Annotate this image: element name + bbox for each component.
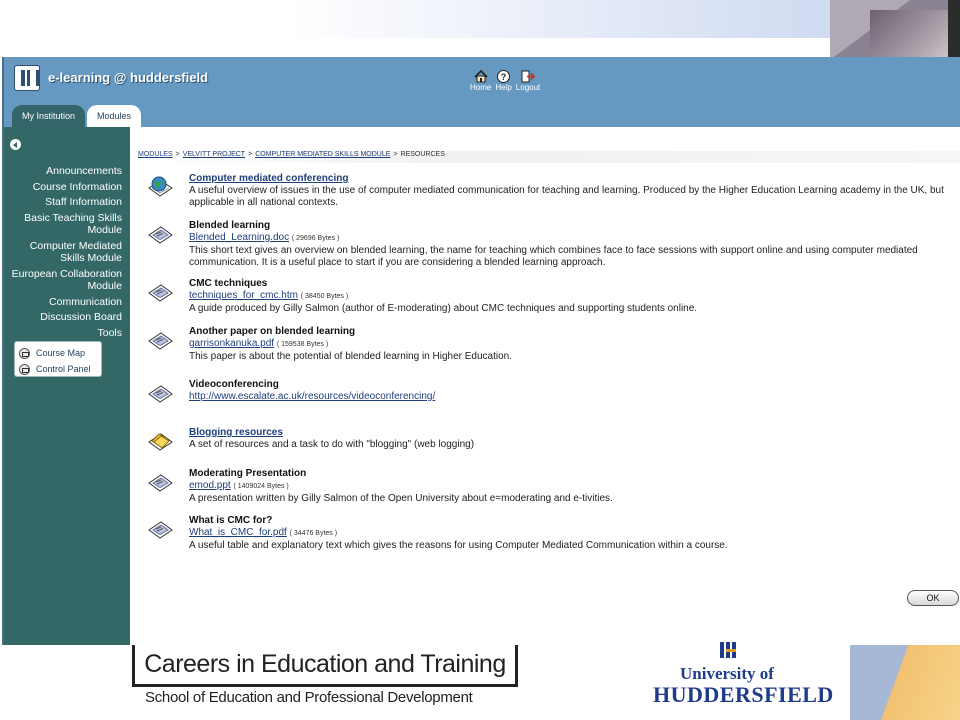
resource-url-link[interactable]: http://www.escalate.ac.uk/resources/videoconferencing/ (189, 391, 436, 402)
folder-icon (146, 429, 174, 453)
tools-box (14, 341, 102, 377)
university-logo (650, 640, 834, 710)
resource-title: Blended learning (189, 220, 271, 231)
sidebar-item-announcements[interactable]: Announcements (46, 165, 122, 177)
university-of-text: University of (680, 664, 774, 683)
breadcrumb-modules[interactable]: MODULES (138, 151, 173, 158)
breadcrumb-separator: > (175, 151, 180, 158)
control-panel-icon (19, 364, 30, 375)
resource-file-size: ( 38450 Bytes ) (300, 293, 349, 300)
globe-document-icon (146, 175, 174, 199)
breadcrumb-cms-module[interactable]: COMPUTER MEDIATED SKILLS MODULE (255, 151, 391, 158)
resource-title: Videoconferencing (189, 379, 279, 390)
resource-file-link[interactable]: emod.ppt (189, 480, 231, 491)
resource-file-link[interactable]: Blended_Learning.doc (189, 232, 290, 243)
sidebar-item-staff-information[interactable]: Staff Information (45, 196, 122, 208)
main-content (130, 127, 960, 645)
resource-description: A useful table and explanatory text which gives the reasons for using Computer Mediated Communication within a course. (189, 540, 728, 551)
home-icon (473, 69, 489, 83)
resource-file-size: ( 1409024 Bytes ) (233, 483, 289, 490)
home-label: Home (470, 83, 492, 92)
tab-my-institution[interactable]: My Institution (12, 105, 85, 127)
university-crest-icon (718, 640, 740, 660)
resource-file-link[interactable]: What_is_CMC_for.pdf (189, 527, 287, 538)
bottom-right-decoration (850, 645, 960, 720)
app-logo-icon (14, 65, 40, 91)
sidebar-item-computer-mediated-skills[interactable]: Computer Mediated Skills Module (29, 239, 122, 264)
resource-file-link[interactable]: garrisonkanuka.pdf (189, 338, 275, 349)
sidebar-item-european-collaboration[interactable]: European Collaboration Module (11, 267, 122, 292)
sidebar-item-tools[interactable]: Tools (97, 326, 122, 339)
document-icon (146, 381, 174, 405)
course-map-label: Course Map (36, 348, 86, 358)
resource-title: CMC techniques (189, 278, 268, 289)
course-menu (4, 127, 130, 645)
resource-title: Moderating Presentation (189, 468, 307, 479)
tab-modules[interactable]: Modules (87, 105, 141, 127)
collapse-menu-icon[interactable] (10, 139, 21, 150)
resource-description: A set of resources and a task to do with "blogging" (web logging) (189, 439, 475, 450)
logout-label: Logout (515, 83, 541, 92)
home-button[interactable] (470, 69, 491, 92)
app-title: e-learning @ huddersfield (48, 70, 209, 85)
slide-top-band (0, 0, 960, 38)
school-name: School of Education and Professional Development (145, 689, 473, 706)
resource-description: A guide produced by Gilly Salmon (author of E-moderating) about CMC techniques and supporting students online. (189, 303, 698, 314)
sidebar-item-discussion-board[interactable]: Discussion Board (40, 311, 122, 323)
course-map-icon (19, 348, 30, 359)
tab-bar (12, 105, 141, 127)
breadcrumb-separator: > (248, 151, 253, 158)
careers-banner (132, 645, 518, 687)
breadcrumb-velvitt-project[interactable]: VELVITT PROJECT (182, 151, 246, 158)
help-button[interactable] (495, 69, 511, 92)
document-icon (146, 280, 174, 304)
document-icon (146, 517, 174, 541)
sidebar-item-communication[interactable]: Communication (49, 295, 122, 308)
university-name-text: HUDDERSFIELD (653, 682, 834, 707)
resource-title: Another paper on blended learning (189, 326, 356, 337)
resource-description: A useful overview of issues in the use of computer mediated communication for teaching and learning. Produced by the Higher Education Learning academy in the UK, but applicable in all national contexts. (189, 185, 944, 208)
control-panel-label: Control Panel (36, 364, 91, 374)
resource-title[interactable]: Blogging resources (189, 427, 283, 438)
resource-description: A presentation written by Gilly Salmon of the Open University about e=moderating and e-tivities. (189, 493, 613, 504)
breadcrumb (138, 151, 960, 163)
resource-file-size: ( 159538 Bytes ) (276, 341, 329, 348)
resource-title: What is CMC for? (189, 515, 273, 526)
breadcrumb-current: RESOURCES (400, 151, 445, 158)
sidebar-item-basic-teaching-skills[interactable]: Basic Teaching Skills Module (24, 211, 122, 236)
breadcrumb-separator: > (393, 151, 398, 158)
resource-file-size: ( 34476 Bytes ) (289, 530, 338, 537)
resource-description: This paper is about the potential of blended learning in Higher Education. (189, 351, 512, 362)
course-map-button[interactable] (19, 345, 97, 361)
ok-button[interactable]: OK (907, 590, 959, 606)
logout-button[interactable] (516, 69, 540, 92)
logout-icon (520, 69, 536, 83)
document-icon (146, 470, 174, 494)
resource-description: This short text gives an overview on blended learning, the name for teaching which combines face to face sessions with support online and using computer mediated communication. It is a useful place to start if you are considering a blended learning approach. (189, 245, 918, 268)
app-window (2, 57, 960, 645)
corner-decoration (830, 0, 960, 60)
resource-title[interactable]: Computer mediated conferencing (189, 173, 349, 184)
help-icon (496, 69, 512, 83)
sidebar-item-course-information[interactable]: Course Information (32, 180, 122, 193)
course-menu-links (4, 165, 122, 342)
top-nav (470, 69, 540, 92)
careers-title: Careers in Education and Training (144, 650, 506, 678)
document-icon (146, 328, 174, 352)
control-panel-button[interactable] (19, 361, 97, 377)
help-label: Help (495, 83, 512, 92)
svg-text:?: ? (500, 71, 507, 82)
resource-file-size: ( 29696 Bytes ) (291, 235, 340, 242)
document-icon (146, 222, 174, 246)
resource-file-link[interactable]: techniques_for_cmc.htm (189, 290, 298, 301)
app-header (4, 57, 960, 127)
